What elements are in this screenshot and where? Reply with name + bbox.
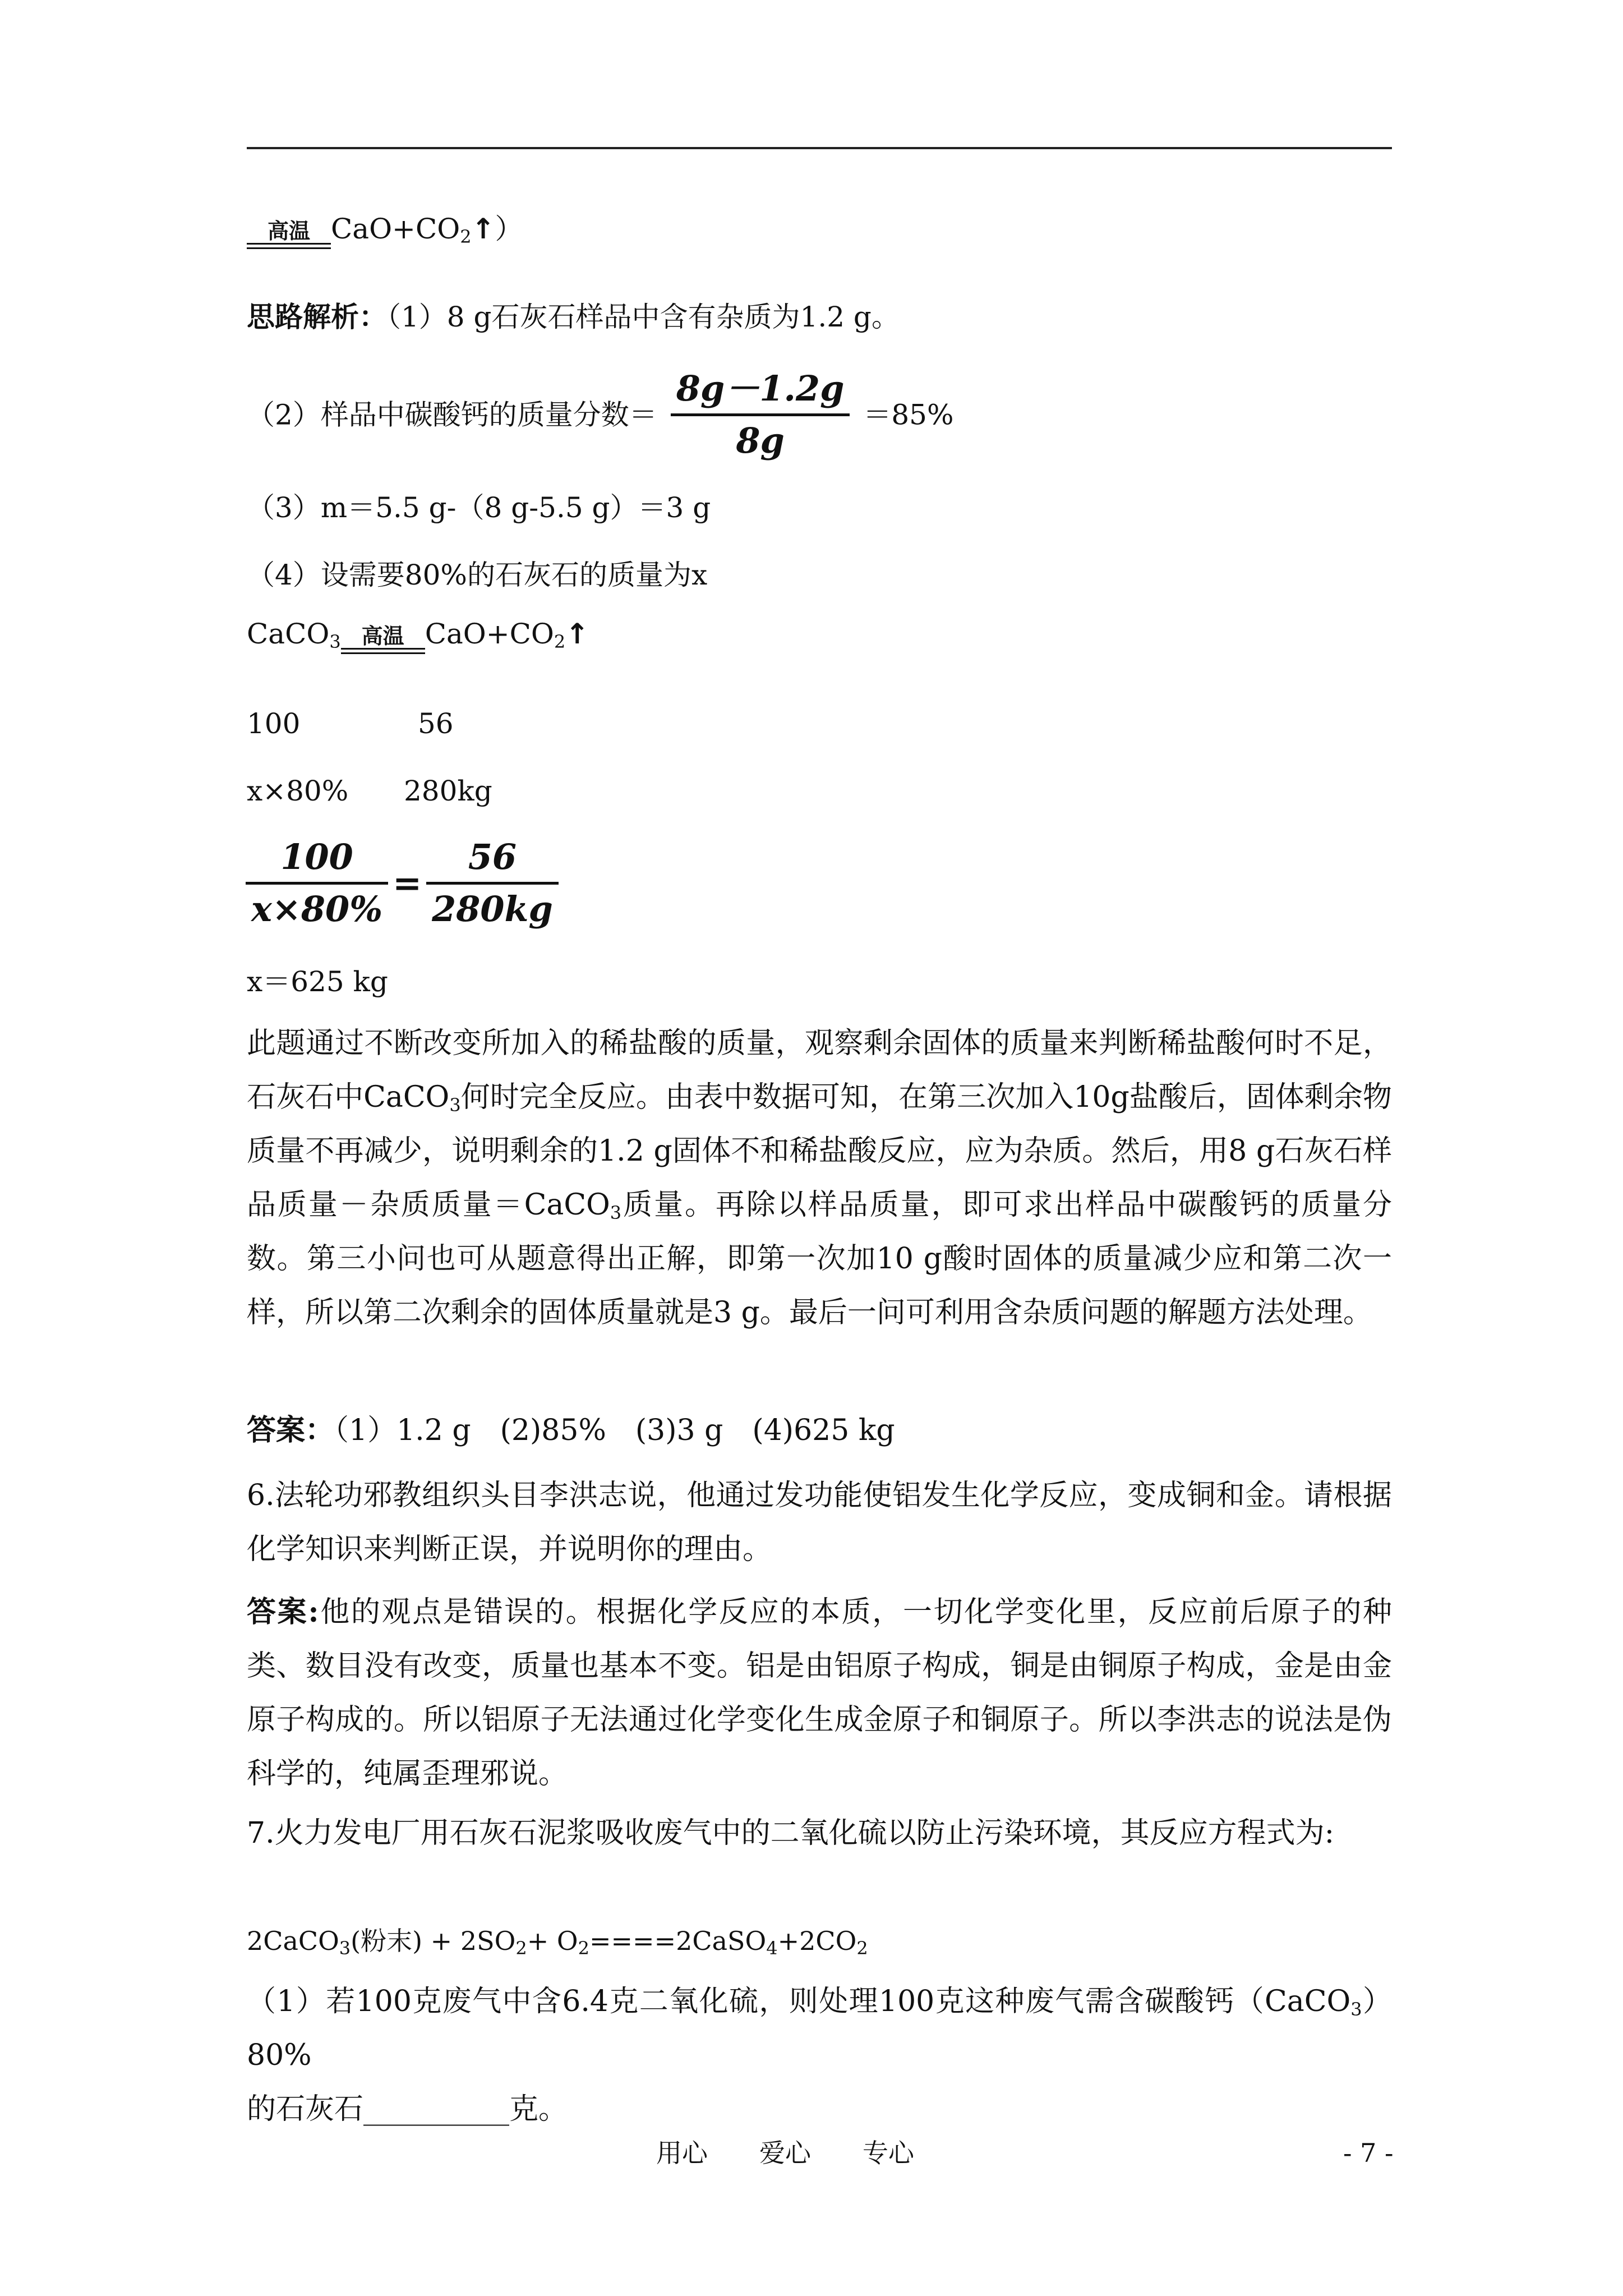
page-number: - 7 - <box>1343 2138 1394 2168</box>
analysis-line-1: 思路解析：（1）8 g石灰石样品中含有杂质为1.2 g。 <box>247 300 900 333</box>
answer-5: 答案：（1）1.2 g (2)85% (3)3 g (4)625 kg <box>247 1413 895 1447</box>
reaction-condition-2: 高温 <box>341 624 425 662</box>
analysis-line-3: （3）m＝5.5 g-（8 g-5.5 g）＝3 g <box>247 491 711 524</box>
question-7: 7.火力发电厂用石灰石泥浆吸收废气中的二氧化硫以防止污染环境，其反应方程式为: <box>247 1816 1335 1850</box>
reaction-fragment: 高温 $CaO+CO_2↑$） <box>247 212 523 257</box>
mass-row-2: x×80% <box>247 775 349 807</box>
question-7-part-1: （1）若100克废气中含6.4克二氧化硫，则处理100克这种废气需含碳酸钙（CaCO$_3$）80% 的石灰石__________克。 <box>247 1985 1392 2126</box>
explanation-paragraph: 此题通过不断改变所加入的稀盐酸的质量，观察剩余固体的质量来判断稀盐酸何时不足，石灰石中CaCO$_3$何时完全反应。由表中数据可知，在第三次加入10g盐酸后，固体剩余物质量不再减少，说明剩余的1.2 g固体不和稀盐酸反应，应为杂质。然后，用8 g石灰石样品质量－杂质质量＝CaCO$_3$质量。再除以样品质量，即可求出样品中碳酸钙的质量分数。第三小问也可从题意得出正解，即第一次加10 g酸时固体的质量减少应和第二次一样，所以第二次剩余的固体质量就是3 g。最后一问可利用含杂质问题的解题方法处理。 <box>247 1027 1392 1329</box>
analysis-line-2: （2）样品中碳酸钙的质量分数＝ $\frac{8g-1.2g}{8g}$ ＝85% <box>247 368 954 461</box>
answer-6: 答案:他的观点是错误的。根据化学反应的本质，一切化学变化里，反应前后原子的种类、数目没有改变，质量也基本不变。铝是由铝原子构成，铜是由铜原子构成，金是由金原子构成的。所以铝原子无法通过化学变化生成金原子和铜原子。所以李洪志的说法是伪科学的，纯属歪理邪说。 <box>247 1595 1392 1791</box>
mass-row-1: 100 <box>247 707 301 740</box>
question-6: 6.法轮功邪教组织头目李洪志说，他通过发功能使铝发生化学反应，变成铜和金。请根据化学知识来判断正误，并说明你的理由。 <box>247 1479 1392 1566</box>
analysis-line-4: （4）设需要80%的石灰石的质量为x <box>247 559 708 591</box>
question-7-equation: 2CaCO$_3$(粉末) + $2SO_2+$ $O_2====2CaSO_4+2CO_2$ <box>247 1926 868 1959</box>
proportion: $\frac{100}{x\times 80\%}$ = $\frac{56}{280kg}$ <box>241 836 563 931</box>
footer-motto: 用心 爱心 专心 <box>656 2138 914 2168</box>
mass-fraction: $\frac{8g-1.2g}{8g}$ <box>671 367 850 462</box>
reaction-condition: 高温 <box>247 219 331 257</box>
mass-row-2-right: 280kg <box>404 775 492 807</box>
decomposition-equation: CaCO$_3$ 高温 $CaO+CO_2↑$ <box>247 617 589 662</box>
result-line: x＝625 kg <box>247 965 388 998</box>
header-rule <box>247 147 1392 149</box>
mass-row-1-right: 56 <box>418 707 454 740</box>
